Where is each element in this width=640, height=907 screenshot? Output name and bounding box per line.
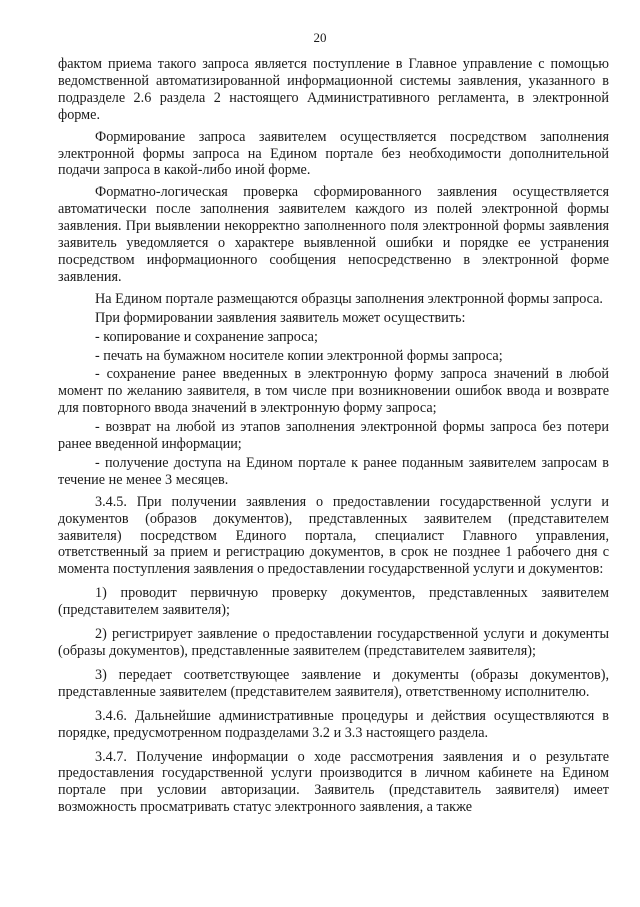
list-item-copy-save: - копирование и сохранение запроса; (95, 328, 318, 345)
paragraph-3-4-6: 3.4.6. Дальнейшие административные процедуры и действия осуществляются в порядке, предусмотренном подразделами 3.2 и 3.3 настоящего раздела. (58, 707, 609, 741)
paragraph-format-check: Форматно-логическая проверка сформированного заявления осуществляется автоматически после заполнения заявителем каждого из полей электронной формы заявления. При выявлении некорректно заполненного поля электронной формы заявления заявитель уведомляется о характере выявленной ошибки и порядке ее устранения посредством информационного сообщения непосредственно в электронной форме заявления. (58, 184, 609, 285)
paragraph-request-formation: Формирование запроса заявителем осуществляется посредством заполнения электронной формы запроса на Едином портале без необходимости дополнительной подачи запроса в какой-либо иной форме. (58, 128, 609, 179)
paragraph-3-4-7: 3.4.7. Получение информации о ходе рассмотрения заявления и о результате предоставления государственной услуги производится в личном кабинете на Едином портале при условии авторизации. Заявитель (представитель заявителя) имеет возможность просматривать статус электронного заявления, а также (58, 748, 609, 816)
page-body (58, 56, 609, 821)
list-item-access-history: - получение доступа на Едином портале к ранее поданным заявителем запросам в течение не менее 3 месяцев. (58, 454, 609, 488)
paragraph-samples: На Едином портале размещаются образцы заполнения электронной формы запроса. (95, 290, 603, 307)
paragraph-continuation: фактом приема такого запроса является поступление в Главное управление с помощью ведомственной автоматизированной информационной системы заявления, указанного в подразделе 2.6 раздела 2 настоящего Административного регламента, в электронной форме. (58, 56, 609, 123)
list-item-print: - печать на бумажном носителе копии электронной формы запроса; (95, 347, 503, 364)
list-item-primary-check: 1) проводит первичную проверку документов, представленных заявителем (представителем заявителя); (58, 585, 609, 619)
paragraph-3-4-5: 3.4.5. При получении заявления о предоставлении государственной услуги и документов (образов документов), представленных заявителем (представителем заявителя) посредством Единого портала, специалист Главного управления, ответственный за прием и регистрацию документов, в срок не позднее 1 рабочего дня с момента поступления заявления о предоставлении государственной услуги и документов: (58, 493, 609, 578)
list-item-transfer: 3) передает соответствующее заявление и документы (образы документов), представленные заявителем (представителем заявителя), ответственному исполнителю. (58, 666, 609, 700)
paragraph-applicant-options: При формировании заявления заявитель может осуществить: (95, 309, 466, 326)
list-item-return-step: - возврат на любой из этапов заполнения электронной формы запроса без потери ранее введенной информации; (58, 419, 609, 453)
list-item-register: 2) регистрирует заявление о предоставлении государственной услуги и документы (образы документов), представленные заявителем (представителем заявителя); (58, 626, 609, 659)
page-number: 20 (313, 30, 327, 45)
list-item-save-values: - сохранение ранее введенных в электронную форму запроса значений в любой момент по желанию заявителя, в том числе при возникновении ошибок ввода и возврате для повторного ввода значений в электронную форму запроса; (58, 366, 609, 417)
